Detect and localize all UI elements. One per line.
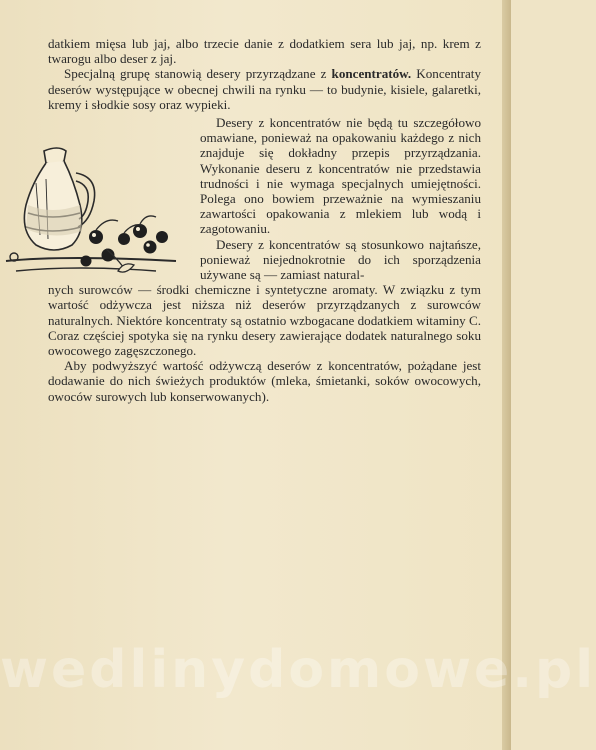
page-edge <box>502 0 511 750</box>
body-text <box>48 36 481 404</box>
paragraph-2-end: Koncentraty deserów występujące w obecnej chwili na rynku — to budynie, kisiele, galaretki, kremy i słodkie sosy oraz wypieki. <box>48 66 481 112</box>
paragraph-5: Aby podwyższyć wartość odżywczą deserów z koncentratów, pożądane jest dodawanie do nich świeżych produktów (mleka, śmietanki, soków owocowych, owoców surowych lub konserwowanych). <box>48 358 481 404</box>
paragraph-2-start: Specjalną grupę stanowią desery przyrządzane z <box>64 66 332 82</box>
paragraph-4-wrapped: Desery z koncentratów są stosunkowo najtańsze, ponieważ niejednokrotnie do ich sporządzenia używane są — zamiast natural- <box>200 236 481 283</box>
paragraph-3: Desery z koncentratów nie będą tu szczegółowo omawiane, ponieważ na opakowaniu każdego z nich znajduje się dokładny przepis przyrządzania. Wykonanie deseru z koncentratów nie przedstawia trudności i nie wymaga specjalnych umiejętności. Polega ono bowiem przeważnie na wymieszaniu zawartości opakowania z mlekiem lub wodą i zagotowaniu. <box>200 115 481 237</box>
paragraph-4-continued: nych surowców — środki chemiczne i syntetyczne aromaty. W związku z tym wartość odżywcza jest niższa niż deserów przyrządzanych z surowców naturalnych. Niektóre koncentraty są ostatnio wzbogacane dodatkiem witaminy C. Coraz częściej spotyka się na rynku desery zawierające dodatek naturalnego soku owocowego zagęszczonego. <box>48 282 481 359</box>
paragraph-2 <box>48 66 481 112</box>
paragraph-2-emphasis: koncentratów. <box>331 66 412 82</box>
paragraph-1: datkiem mięsa lub jaj, albo trzecie danie z dodatkiem sera lub jaj, np. krem z twarogu albo deser z jaj. <box>48 36 481 67</box>
watermark: wedlinydomowe.pl <box>0 640 596 700</box>
